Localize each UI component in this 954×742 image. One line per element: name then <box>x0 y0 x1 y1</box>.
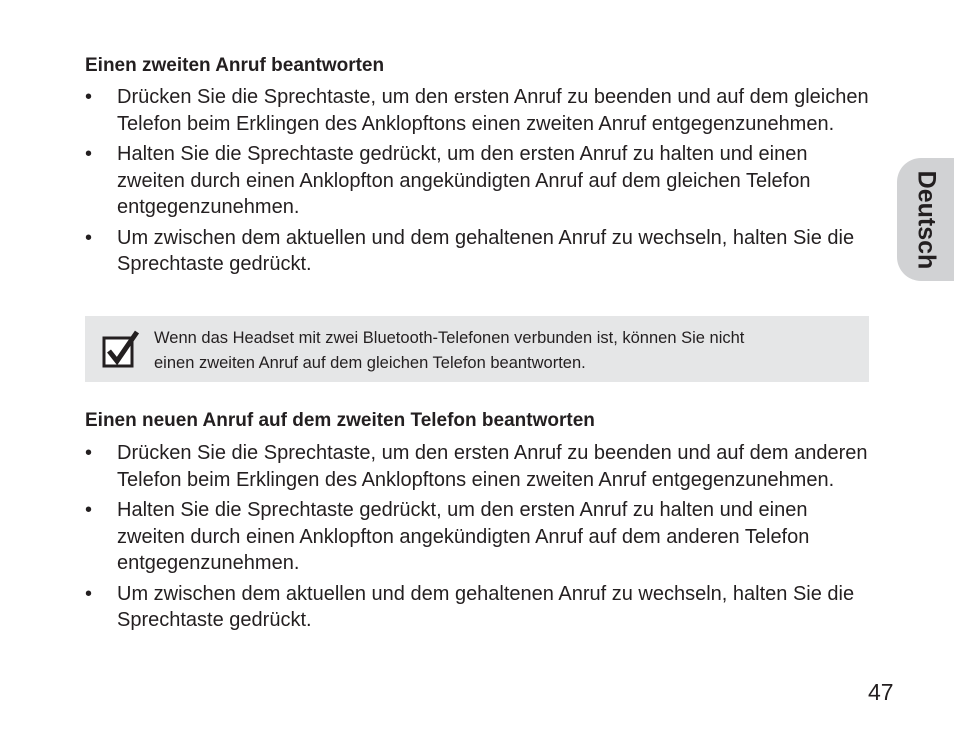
bullet-list-second-call <box>85 84 875 282</box>
note-line: einen zweiten Anruf auf dem gleichen Telefon beantworten. <box>154 354 586 372</box>
list-item-text: Um zwischen dem aktuellen und dem gehaltenen Anruf zu wechseln, halten Sie die Sprechtaste gedrückt. <box>117 226 855 275</box>
list-item <box>85 84 875 137</box>
language-tab-label: Deutsch <box>912 170 940 269</box>
language-side-tab <box>897 158 954 281</box>
list-item-text: Um zwischen dem aktuellen und dem gehaltenen Anruf zu wechseln, halten Sie die Sprechtaste gedrückt. <box>117 582 855 631</box>
list-item <box>85 497 875 577</box>
list-item <box>85 440 875 493</box>
page-number: 47 <box>868 679 894 705</box>
list-item-text: Drücken Sie die Sprechtaste, um den ersten Anruf zu beenden und auf dem gleichen Telefon beim Erklingen des Anklopftons einen zweiten Anruf entgegenzunehmen. <box>117 86 869 135</box>
bullet-marker: • <box>85 86 93 108</box>
list-item-text: Halten Sie die Sprechtaste gedrückt, um den ersten Anruf zu halten und einen zweiten durch einen Anklopfton angekündigten Anruf auf dem anderen Telefon entgegenzunehmen. <box>117 499 810 574</box>
bullet-marker: • <box>85 442 93 464</box>
list-item <box>85 581 875 634</box>
section-heading-second-call: Einen zweiten Anruf beantworten <box>85 55 385 76</box>
bullet-list-new-call-second-phone <box>85 440 875 638</box>
bullet-marker: • <box>85 226 93 249</box>
list-item-text: Drücken Sie die Sprechtaste, um den ersten Anruf zu beenden und auf dem anderen Telefon beim Erklingen des Anklopftons einen zweiten Anruf entgegenzunehmen. <box>117 442 868 491</box>
bullet-marker: • <box>85 499 93 521</box>
list-item <box>85 225 875 278</box>
note-box <box>85 316 869 382</box>
bullet-marker: • <box>85 582 93 605</box>
note-line: Wenn das Headset mit zwei Bluetooth-Telefonen verbunden ist, können Sie nicht <box>154 329 745 347</box>
checkbox-icon <box>101 329 141 369</box>
bullet-marker: • <box>85 143 93 165</box>
list-item <box>85 141 875 221</box>
list-item-text: Halten Sie die Sprechtaste gedrückt, um den ersten Anruf zu halten und einen zweiten durch einen Anklopfton angekündigten Anruf auf dem gleichen Telefon entgegenzunehmen. <box>117 143 811 218</box>
note-text <box>154 326 854 376</box>
section-heading-new-call-second-phone: Einen neuen Anruf auf dem zweiten Telefon beantworten <box>85 410 595 431</box>
